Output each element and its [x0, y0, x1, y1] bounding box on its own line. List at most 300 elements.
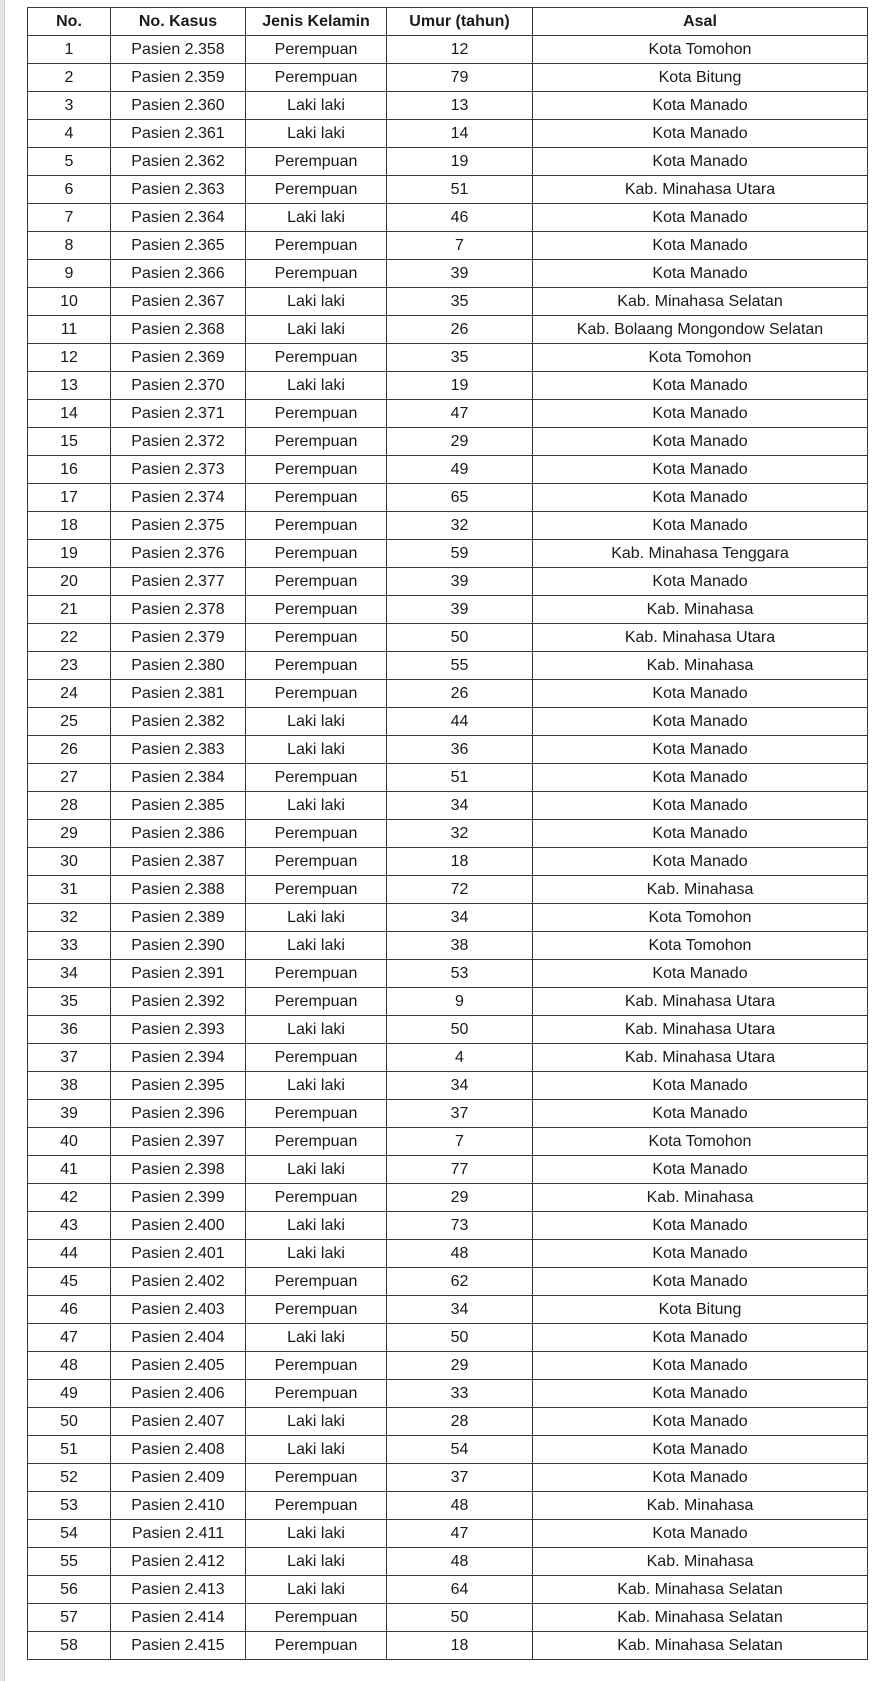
cell-case-number: Pasien 2.400: [111, 1212, 246, 1240]
cell-age: 62: [387, 1268, 533, 1296]
cell-origin: Kota Manado: [533, 568, 868, 596]
cell-age: 39: [387, 568, 533, 596]
cell-age: 29: [387, 1352, 533, 1380]
cell-case-number: Pasien 2.412: [111, 1548, 246, 1576]
table-row: [28, 708, 868, 736]
cell-gender: Laki laki: [246, 792, 387, 820]
table-row: [28, 204, 868, 232]
cell-origin: Kota Tomohon: [533, 344, 868, 372]
cell-case-number: Pasien 2.398: [111, 1156, 246, 1184]
cell-gender: Perempuan: [246, 764, 387, 792]
cell-gender: Perempuan: [246, 260, 387, 288]
cell-age: 33: [387, 1380, 533, 1408]
cell-origin: Kota Manado: [533, 680, 868, 708]
cell-case-number: Pasien 2.376: [111, 540, 246, 568]
table-row: [28, 1016, 868, 1044]
cell-no: 3: [28, 92, 111, 120]
cell-gender: Perempuan: [246, 176, 387, 204]
cell-age: 50: [387, 1604, 533, 1632]
cell-origin: Kota Tomohon: [533, 932, 868, 960]
table-row: [28, 344, 868, 372]
table-row: [28, 820, 868, 848]
cell-age: 29: [387, 428, 533, 456]
cell-case-number: Pasien 2.375: [111, 512, 246, 540]
cell-age: 50: [387, 1016, 533, 1044]
cell-no: 1: [28, 36, 111, 64]
cell-case-number: Pasien 2.414: [111, 1604, 246, 1632]
cell-origin: Kota Manado: [533, 764, 868, 792]
cell-case-number: Pasien 2.358: [111, 36, 246, 64]
cell-age: 26: [387, 680, 533, 708]
cell-age: 9: [387, 988, 533, 1016]
cell-case-number: Pasien 2.381: [111, 680, 246, 708]
cell-no: 54: [28, 1520, 111, 1548]
table-row: [28, 1520, 868, 1548]
table-row: [28, 1240, 868, 1268]
table-row: [28, 1492, 868, 1520]
cell-origin: Kota Tomohon: [533, 904, 868, 932]
cell-age: 55: [387, 652, 533, 680]
cell-no: 52: [28, 1464, 111, 1492]
cell-no: 30: [28, 848, 111, 876]
cell-origin: Kab. Minahasa: [533, 876, 868, 904]
table-row: [28, 1268, 868, 1296]
table-row: [28, 1324, 868, 1352]
cell-gender: Laki laki: [246, 1324, 387, 1352]
cell-origin: Kota Manado: [533, 512, 868, 540]
cell-case-number: Pasien 2.395: [111, 1072, 246, 1100]
cell-no: 24: [28, 680, 111, 708]
cell-gender: Laki laki: [246, 736, 387, 764]
cell-no: 21: [28, 596, 111, 624]
cell-age: 46: [387, 204, 533, 232]
cell-no: 23: [28, 652, 111, 680]
cell-origin: Kab. Minahasa Selatan: [533, 1576, 868, 1604]
cell-origin: Kota Manado: [533, 1240, 868, 1268]
cell-gender: Perempuan: [246, 512, 387, 540]
cell-age: 53: [387, 960, 533, 988]
cell-origin: Kota Manado: [533, 1436, 868, 1464]
cell-case-number: Pasien 2.383: [111, 736, 246, 764]
cell-no: 53: [28, 1492, 111, 1520]
cell-origin: Kota Manado: [533, 736, 868, 764]
cell-case-number: Pasien 2.406: [111, 1380, 246, 1408]
cell-gender: Laki laki: [246, 1576, 387, 1604]
table-body: [28, 36, 868, 1660]
cell-case-number: Pasien 2.397: [111, 1128, 246, 1156]
cell-origin: Kota Manado: [533, 960, 868, 988]
cell-no: 51: [28, 1436, 111, 1464]
cell-age: 29: [387, 1184, 533, 1212]
cell-no: 27: [28, 764, 111, 792]
cell-age: 79: [387, 64, 533, 92]
cell-gender: Perempuan: [246, 568, 387, 596]
cell-origin: Kota Manado: [533, 1156, 868, 1184]
cell-gender: Laki laki: [246, 904, 387, 932]
cell-age: 14: [387, 120, 533, 148]
cell-no: 34: [28, 960, 111, 988]
cell-no: 14: [28, 400, 111, 428]
cell-origin: Kab. Minahasa Utara: [533, 176, 868, 204]
cell-age: 48: [387, 1240, 533, 1268]
cell-gender: Perempuan: [246, 1268, 387, 1296]
cell-origin: Kota Manado: [533, 820, 868, 848]
cell-no: 31: [28, 876, 111, 904]
cell-origin: Kota Manado: [533, 148, 868, 176]
cell-age: 36: [387, 736, 533, 764]
cell-no: 43: [28, 1212, 111, 1240]
cell-case-number: Pasien 2.368: [111, 316, 246, 344]
cell-age: 47: [387, 1520, 533, 1548]
cell-origin: Kab. Minahasa Selatan: [533, 1604, 868, 1632]
cell-age: 7: [387, 232, 533, 260]
cell-case-number: Pasien 2.409: [111, 1464, 246, 1492]
cell-gender: Perempuan: [246, 1352, 387, 1380]
cell-case-number: Pasien 2.394: [111, 1044, 246, 1072]
cell-case-number: Pasien 2.388: [111, 876, 246, 904]
cell-age: 49: [387, 456, 533, 484]
table-row: [28, 232, 868, 260]
cell-origin: Kab. Minahasa Utara: [533, 1016, 868, 1044]
cell-gender: Perempuan: [246, 540, 387, 568]
cell-gender: Laki laki: [246, 1408, 387, 1436]
cell-gender: Perempuan: [246, 820, 387, 848]
cell-gender: Perempuan: [246, 484, 387, 512]
cell-no: 2: [28, 64, 111, 92]
cell-origin: Kota Manado: [533, 400, 868, 428]
cell-origin: Kota Manado: [533, 456, 868, 484]
cell-gender: Laki laki: [246, 288, 387, 316]
cell-no: 38: [28, 1072, 111, 1100]
table-row: [28, 1044, 868, 1072]
cell-origin: Kab. Minahasa: [533, 1184, 868, 1212]
cell-age: 37: [387, 1100, 533, 1128]
cell-case-number: Pasien 2.379: [111, 624, 246, 652]
cell-no: 44: [28, 1240, 111, 1268]
cell-case-number: Pasien 2.370: [111, 372, 246, 400]
table-header-row: [28, 8, 868, 36]
cell-origin: Kota Tomohon: [533, 1128, 868, 1156]
cell-origin: Kab. Bolaang Mongondow Selatan: [533, 316, 868, 344]
cell-age: 72: [387, 876, 533, 904]
cell-case-number: Pasien 2.407: [111, 1408, 246, 1436]
cell-no: 57: [28, 1604, 111, 1632]
cell-age: 32: [387, 512, 533, 540]
cell-age: 39: [387, 260, 533, 288]
table-row: [28, 120, 868, 148]
cell-case-number: Pasien 2.410: [111, 1492, 246, 1520]
cell-gender: Laki laki: [246, 204, 387, 232]
cell-origin: Kota Manado: [533, 792, 868, 820]
table-row: [28, 876, 868, 904]
cell-case-number: Pasien 2.372: [111, 428, 246, 456]
cell-case-number: Pasien 2.377: [111, 568, 246, 596]
cell-origin: Kab. Minahasa: [533, 1492, 868, 1520]
cell-case-number: Pasien 2.411: [111, 1520, 246, 1548]
cell-age: 35: [387, 344, 533, 372]
cell-no: 42: [28, 1184, 111, 1212]
cell-no: 11: [28, 316, 111, 344]
cell-origin: Kab. Minahasa: [533, 596, 868, 624]
cell-case-number: Pasien 2.384: [111, 764, 246, 792]
cell-no: 4: [28, 120, 111, 148]
cell-origin: Kota Manado: [533, 428, 868, 456]
cell-origin: Kota Manado: [533, 1464, 868, 1492]
table-row: [28, 1576, 868, 1604]
table-row: [28, 428, 868, 456]
cell-age: 44: [387, 708, 533, 736]
cell-case-number: Pasien 2.393: [111, 1016, 246, 1044]
table-row: [28, 848, 868, 876]
cell-gender: Laki laki: [246, 1016, 387, 1044]
cell-gender: Perempuan: [246, 988, 387, 1016]
table-row: [28, 288, 868, 316]
cell-age: 51: [387, 176, 533, 204]
cell-no: 45: [28, 1268, 111, 1296]
cell-case-number: Pasien 2.373: [111, 456, 246, 484]
cell-origin: Kota Bitung: [533, 64, 868, 92]
table-row: [28, 792, 868, 820]
cell-gender: Laki laki: [246, 1520, 387, 1548]
cell-age: 39: [387, 596, 533, 624]
cell-no: 55: [28, 1548, 111, 1576]
cell-gender: Perempuan: [246, 36, 387, 64]
table-row: [28, 904, 868, 932]
table-row: [28, 36, 868, 64]
cell-age: 19: [387, 372, 533, 400]
cell-gender: Perempuan: [246, 960, 387, 988]
cell-age: 18: [387, 1632, 533, 1660]
cell-case-number: Pasien 2.361: [111, 120, 246, 148]
cell-origin: Kab. Minahasa Tenggara: [533, 540, 868, 568]
cell-origin: Kota Manado: [533, 1352, 868, 1380]
table-row: [28, 1156, 868, 1184]
table-row: [28, 484, 868, 512]
cell-no: 33: [28, 932, 111, 960]
cell-gender: Laki laki: [246, 316, 387, 344]
cell-origin: Kota Manado: [533, 848, 868, 876]
cell-gender: Laki laki: [246, 932, 387, 960]
cell-no: 47: [28, 1324, 111, 1352]
cell-gender: Perempuan: [246, 456, 387, 484]
table-row: [28, 1128, 868, 1156]
cell-gender: Perempuan: [246, 1100, 387, 1128]
cell-case-number: Pasien 2.404: [111, 1324, 246, 1352]
cell-case-number: Pasien 2.391: [111, 960, 246, 988]
table-row: [28, 512, 868, 540]
cell-no: 41: [28, 1156, 111, 1184]
cell-case-number: Pasien 2.360: [111, 92, 246, 120]
cell-case-number: Pasien 2.374: [111, 484, 246, 512]
table-row: [28, 652, 868, 680]
cell-gender: Perempuan: [246, 680, 387, 708]
cell-age: 48: [387, 1492, 533, 1520]
table-row: [28, 1408, 868, 1436]
cell-age: 32: [387, 820, 533, 848]
cell-no: 29: [28, 820, 111, 848]
table-row: [28, 1436, 868, 1464]
cell-gender: Perempuan: [246, 344, 387, 372]
cell-gender: Perempuan: [246, 1632, 387, 1660]
header-case-number: No. Kasus: [111, 8, 246, 36]
cell-age: 51: [387, 764, 533, 792]
cell-case-number: Pasien 2.382: [111, 708, 246, 736]
cell-age: 77: [387, 1156, 533, 1184]
table-row: [28, 148, 868, 176]
table-row: [28, 1548, 868, 1576]
cell-case-number: Pasien 2.389: [111, 904, 246, 932]
cell-origin: Kota Manado: [533, 1324, 868, 1352]
cell-origin: Kab. Minahasa Utara: [533, 988, 868, 1016]
cell-no: 6: [28, 176, 111, 204]
table-row: [28, 540, 868, 568]
cell-no: 50: [28, 1408, 111, 1436]
cell-case-number: Pasien 2.359: [111, 64, 246, 92]
cell-age: 64: [387, 1576, 533, 1604]
cell-origin: Kab. Minahasa Utara: [533, 1044, 868, 1072]
cell-case-number: Pasien 2.385: [111, 792, 246, 820]
cell-origin: Kota Manado: [533, 1072, 868, 1100]
cell-gender: Perempuan: [246, 1296, 387, 1324]
cell-case-number: Pasien 2.403: [111, 1296, 246, 1324]
cell-age: 19: [387, 148, 533, 176]
cell-no: 48: [28, 1352, 111, 1380]
cell-no: 19: [28, 540, 111, 568]
cell-gender: Laki laki: [246, 120, 387, 148]
cell-origin: Kota Manado: [533, 708, 868, 736]
cell-no: 20: [28, 568, 111, 596]
cell-age: 12: [387, 36, 533, 64]
table-row: [28, 1352, 868, 1380]
cell-case-number: Pasien 2.380: [111, 652, 246, 680]
cell-case-number: Pasien 2.367: [111, 288, 246, 316]
cell-gender: Laki laki: [246, 1072, 387, 1100]
cell-gender: Laki laki: [246, 1212, 387, 1240]
cell-no: 5: [28, 148, 111, 176]
cell-case-number: Pasien 2.362: [111, 148, 246, 176]
cell-gender: Laki laki: [246, 1240, 387, 1268]
cell-case-number: Pasien 2.402: [111, 1268, 246, 1296]
cell-no: 32: [28, 904, 111, 932]
cell-origin: Kab. Minahasa Selatan: [533, 1632, 868, 1660]
cell-gender: Perempuan: [246, 1604, 387, 1632]
cell-case-number: Pasien 2.392: [111, 988, 246, 1016]
cell-case-number: Pasien 2.365: [111, 232, 246, 260]
cell-no: 35: [28, 988, 111, 1016]
header-age: Umur (tahun): [387, 8, 533, 36]
table-row: [28, 1464, 868, 1492]
cell-age: 34: [387, 1072, 533, 1100]
cell-origin: Kota Manado: [533, 120, 868, 148]
table-row: [28, 596, 868, 624]
cell-case-number: Pasien 2.366: [111, 260, 246, 288]
cell-age: 59: [387, 540, 533, 568]
cell-origin: Kota Manado: [533, 1520, 868, 1548]
table-row: [28, 680, 868, 708]
table-row: [28, 1100, 868, 1128]
table-row: [28, 372, 868, 400]
table-row: [28, 92, 868, 120]
cell-origin: Kota Manado: [533, 1268, 868, 1296]
cell-age: 34: [387, 904, 533, 932]
cell-no: 9: [28, 260, 111, 288]
cell-age: 35: [387, 288, 533, 316]
cell-case-number: Pasien 2.413: [111, 1576, 246, 1604]
table-row: [28, 568, 868, 596]
cell-age: 26: [387, 316, 533, 344]
table-row: [28, 960, 868, 988]
cell-gender: Perempuan: [246, 64, 387, 92]
cell-no: 22: [28, 624, 111, 652]
cell-case-number: Pasien 2.390: [111, 932, 246, 960]
cell-gender: Perempuan: [246, 1128, 387, 1156]
cell-age: 7: [387, 1128, 533, 1156]
cell-gender: Laki laki: [246, 708, 387, 736]
cell-age: 54: [387, 1436, 533, 1464]
cell-origin: Kab. Minahasa Utara: [533, 624, 868, 652]
cell-no: 26: [28, 736, 111, 764]
cell-no: 15: [28, 428, 111, 456]
cell-gender: Laki laki: [246, 1548, 387, 1576]
cell-gender: Perempuan: [246, 1044, 387, 1072]
cell-case-number: Pasien 2.405: [111, 1352, 246, 1380]
table-row: [28, 64, 868, 92]
cell-case-number: Pasien 2.415: [111, 1632, 246, 1660]
cell-no: 8: [28, 232, 111, 260]
cell-origin: Kota Bitung: [533, 1296, 868, 1324]
cell-age: 38: [387, 932, 533, 960]
cell-origin: Kota Manado: [533, 232, 868, 260]
cell-gender: Laki laki: [246, 1156, 387, 1184]
table-row: [28, 260, 868, 288]
cell-origin: Kab. Minahasa: [533, 1548, 868, 1576]
table-row: [28, 400, 868, 428]
cell-case-number: Pasien 2.369: [111, 344, 246, 372]
cell-gender: Laki laki: [246, 1436, 387, 1464]
cell-case-number: Pasien 2.396: [111, 1100, 246, 1128]
cell-gender: Perempuan: [246, 428, 387, 456]
cell-no: 16: [28, 456, 111, 484]
table-row: [28, 1184, 868, 1212]
cell-no: 25: [28, 708, 111, 736]
left-edge-strip: [0, 0, 5, 1681]
cell-no: 18: [28, 512, 111, 540]
table-row: [28, 988, 868, 1016]
cell-origin: Kota Tomohon: [533, 36, 868, 64]
cell-no: 12: [28, 344, 111, 372]
cell-gender: Perempuan: [246, 596, 387, 624]
cell-origin: Kota Manado: [533, 1212, 868, 1240]
cell-age: 73: [387, 1212, 533, 1240]
cell-gender: Perempuan: [246, 400, 387, 428]
cell-origin: Kab. Minahasa Selatan: [533, 288, 868, 316]
cell-no: 10: [28, 288, 111, 316]
cell-no: 36: [28, 1016, 111, 1044]
cell-gender: Perempuan: [246, 1184, 387, 1212]
cell-age: 47: [387, 400, 533, 428]
cell-origin: Kota Manado: [533, 1408, 868, 1436]
cell-case-number: Pasien 2.386: [111, 820, 246, 848]
cell-gender: Perempuan: [246, 848, 387, 876]
cell-gender: Perempuan: [246, 1464, 387, 1492]
cell-case-number: Pasien 2.408: [111, 1436, 246, 1464]
cell-age: 18: [387, 848, 533, 876]
table-row: [28, 1296, 868, 1324]
cell-origin: Kota Manado: [533, 92, 868, 120]
cell-no: 17: [28, 484, 111, 512]
table-row: [28, 316, 868, 344]
cell-origin: Kota Manado: [533, 1100, 868, 1128]
